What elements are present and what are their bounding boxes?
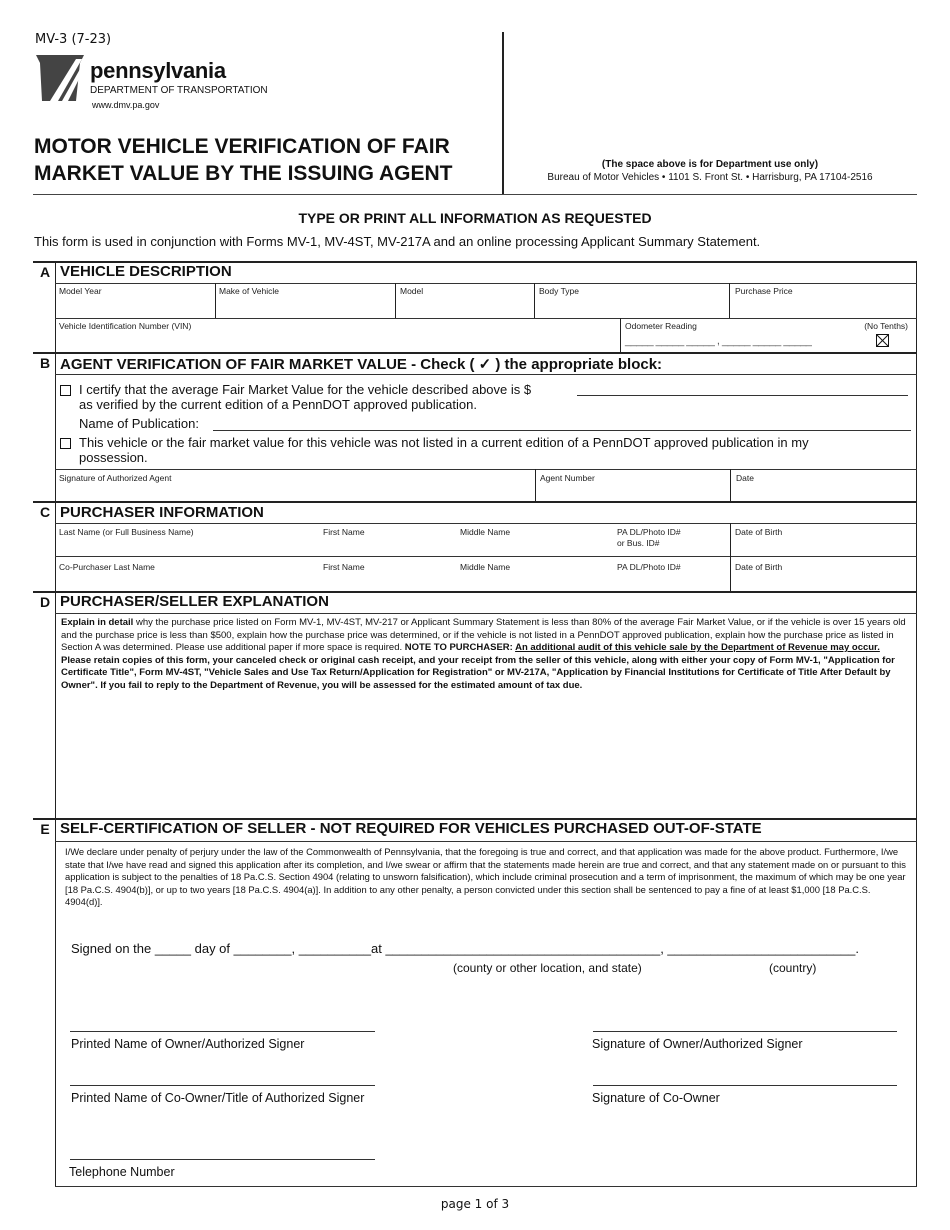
telephone-label: Telephone Number — [69, 1165, 175, 1179]
divider — [730, 523, 731, 556]
printed-coowner-line[interactable] — [70, 1085, 375, 1086]
purchase-price-label: Purchase Price — [735, 286, 793, 296]
note-bold: NOTE TO PURCHASER: — [404, 642, 516, 654]
explain-bold: Explain in detail — [61, 617, 134, 628]
printed-coowner-label: Printed Name of Co-Owner/Title of Authorized Signer — [71, 1091, 365, 1105]
copurchaser-dob-label: Date of Birth — [735, 562, 783, 572]
type-print-instruction: TYPE OR PRINT ALL INFORMATION AS REQUESTED — [298, 210, 652, 226]
section-b-title: AGENT VERIFICATION OF FAIR MARKET VALUE - Check ( ✓ ) the appropriate block: — [60, 356, 663, 373]
section-d-rule — [55, 613, 917, 614]
perjury-declaration: I/We declare under penalty of perjury under the law of the Commonwealth of Pennsylvania, that the foregoing is true and correct, and that application was made for the above product. Furthermore, I/we state that I/we have read and signed this application after its completion, and I/we swear or affirm that the statements made herein are true and correct, and that any statement made on or pursuant to this application is subject to the penalties of 18 Pa.C.S. Section 4904 (relating to unsworn falsification), which include criminal prosecution and a term of imprisonment, the maximum of which may be one year [18 Pa.C.S. 4904(b)], or up to two years [18 Pa.C.S. 4904(a)]. In addition to any other penalty, a person convicted under this section shall be sentenced to pay a fine of at least $1,000 [18 Pa.C.S. 4904(d)]. — [65, 846, 906, 908]
owner-signature-label: Signature of Owner/Authorized Signer — [592, 1037, 803, 1051]
title-line-2: MARKET VALUE BY THE ISSUING AGENT — [34, 162, 453, 185]
purchaser-first-name-label: First Name — [323, 527, 365, 537]
department-use-note: (The space above is for Department use only) — [601, 159, 819, 170]
telephone-line[interactable] — [70, 1159, 375, 1160]
note-rest: Please retain copies of this form, your canceled check or original cash receipt, and your receipt from the seller of this vehicle, along with either your copy of Form MV-1, "Application for Certificate Title", Form MV-4ST, "Vehicle Sales and Use Tax Return/Application for Registration" or MV-217A, "Application by Financial Institutions for Certificate of Title After Default by Owner". If you fail to reply to the Department of Revenue, you will be assessed for the estimated amount of tax due. — [61, 654, 895, 691]
purchaser-dl-label: PA DL/Photo ID# — [617, 527, 681, 537]
title-line-1: MOTOR VEHICLE VERIFICATION OF FAIR — [34, 135, 450, 158]
section-c-rule — [55, 523, 917, 524]
section-c-left-rule — [55, 501, 56, 591]
page-number: page 1 of 3 — [440, 1197, 510, 1211]
agent-signature-field[interactable] — [55, 469, 535, 501]
copurchaser-first-name-label: First Name — [323, 562, 365, 572]
section-c-top-bar — [33, 501, 917, 503]
section-b-rule — [55, 374, 917, 375]
section-e-letter: E — [40, 821, 50, 837]
no-tenths-label: (No Tenths) — [864, 321, 908, 331]
purchaser-middle-name-label: Middle Name — [460, 527, 511, 537]
section-e-rule — [55, 841, 917, 842]
coowner-signature-label: Signature of Co-Owner — [592, 1091, 720, 1105]
divider — [730, 556, 731, 591]
purchaser-dob-label: Date of Birth — [735, 527, 783, 537]
odometer-field[interactable] — [621, 318, 916, 352]
section-c-right-rule — [916, 501, 917, 591]
copurchaser-dl-label: PA DL/Photo ID# — [617, 562, 681, 572]
header-divider — [502, 32, 504, 194]
agent-date-label: Date — [736, 473, 754, 483]
coowner-signature-line[interactable] — [593, 1085, 897, 1086]
explain-text: why the purchase price listed on Form MV-1, MV-4ST, MV-217 or Applicant Summary Statement is less than 80% of the average Fair Market Value, or if the vehicle is over 15 years old and the purchase price is less than $500, explain how the purchase price was determined, or if the vehicle is not listed in a PennDOT approved publication, explain how the purchase price as listed in Section A was determined. Please use additional paper if more space is required. — [61, 617, 906, 654]
make-field[interactable] — [216, 283, 395, 318]
section-ab-right-rule — [916, 261, 917, 501]
signed-on-line[interactable]: Signed on the _____ day of ________, __________at ______________________________________, __________________________. — [71, 941, 860, 956]
section-e-bottom-rule — [55, 1186, 917, 1187]
section-d-title: PURCHASER/SELLER EXPLANATION — [60, 593, 329, 610]
purchase-price-field[interactable] — [730, 283, 916, 318]
form-number: MV-3 (7-23) — [35, 32, 112, 47]
publication-label: Name of Publication: — [79, 416, 199, 431]
model-field[interactable] — [396, 283, 534, 318]
county-label: (county or other location, and state) — [453, 961, 642, 975]
owner-signature-line[interactable] — [593, 1031, 897, 1032]
body-type-label: Body Type — [539, 286, 580, 296]
not-listed-text: This vehicle or the fair market value for this vehicle was not listed in a current edition of a PennDOT approved publication in my — [79, 435, 809, 450]
purchaser-last-name-label: Last Name (or Full Business Name) — [59, 527, 194, 537]
page-title — [34, 133, 494, 187]
note-underline: An additional audit of this vehicle sale by the Department of Revenue may occur. — [515, 642, 880, 654]
agent-number-field[interactable] — [536, 469, 730, 501]
vin-field[interactable] — [55, 318, 620, 352]
section-d-letter: D — [39, 594, 51, 610]
agent-number-label: Agent Number — [540, 473, 595, 483]
odometer-label: Odometer Reading — [625, 321, 697, 331]
printed-owner-line[interactable] — [70, 1031, 375, 1032]
section-b-top-bar — [33, 352, 917, 354]
purchaser-bus-id-label: or Bus. ID# — [617, 538, 660, 548]
section-c-letter: C — [39, 504, 51, 520]
publication-name-line[interactable] — [213, 430, 911, 431]
logo-url[interactable]: www.dmv.pa.gov — [92, 100, 160, 110]
not-listed-text-2: possession. — [79, 450, 148, 465]
model-year-label: Model Year — [59, 286, 102, 296]
country-label: (country) — [769, 961, 817, 975]
section-d-left-rule — [55, 591, 56, 819]
explanation-instructions[interactable] — [61, 617, 909, 693]
bureau-address: Bureau of Motor Vehicles • 1101 S. Front St. • Harrisburg, PA 17104-2516 — [547, 172, 873, 183]
not-listed-checkbox[interactable] — [60, 438, 71, 449]
certify-fmv-checkbox[interactable] — [60, 385, 71, 396]
section-e-right-rule — [916, 818, 917, 1187]
section-c-row-rule — [55, 556, 917, 557]
vin-label: Vehicle Identification Number (VIN) — [59, 321, 192, 331]
logo-department: DEPARTMENT OF TRANSPORTATION — [90, 85, 268, 96]
header-rule — [33, 194, 917, 195]
copurchaser-last-name-label: Co-Purchaser Last Name — [59, 562, 155, 572]
printed-owner-label: Printed Name of Owner/Authorized Signer — [71, 1037, 305, 1051]
section-c-title: PURCHASER INFORMATION — [60, 504, 264, 521]
section-e-title: SELF-CERTIFICATION OF SELLER - NOT REQUIRED FOR VEHICLES PURCHASED OUT-OF-STATE — [60, 820, 762, 837]
intro-text: This form is used in conjunction with Forms MV-1, MV-4ST, MV-217A and an online processing Applicant Summary Statement. — [34, 234, 761, 249]
section-d-right-rule — [916, 591, 917, 819]
make-label: Make of Vehicle — [219, 286, 280, 296]
section-a-letter: A — [39, 264, 51, 280]
certify-fmv-text: I certify that the average Fair Market Value for the vehicle described above is $ — [79, 382, 532, 397]
model-label: Model — [400, 286, 424, 296]
agent-signature-label: Signature of Authorized Agent — [59, 473, 172, 483]
agent-date-field[interactable] — [731, 469, 916, 501]
section-a-title: VEHICLE DESCRIPTION — [60, 263, 232, 280]
no-tenths-checkbox-icon[interactable] — [876, 334, 889, 347]
fmv-amount-line[interactable] — [577, 395, 908, 396]
certify-fmv-text-2: as verified by the current edition of a PennDOT approved publication. — [79, 397, 477, 412]
keystone-logo-icon — [36, 55, 84, 101]
copurchaser-middle-name-label: Middle Name — [460, 562, 511, 572]
model-year-field[interactable] — [55, 283, 216, 318]
section-b-letter: B — [39, 355, 51, 371]
section-e-left-rule — [55, 818, 56, 1187]
body-type-field[interactable] — [535, 283, 729, 318]
logo-name: pennsylvania — [90, 58, 226, 83]
odometer-blanks: _____ _____ _____ , _____ _____ _____ — [625, 335, 812, 347]
